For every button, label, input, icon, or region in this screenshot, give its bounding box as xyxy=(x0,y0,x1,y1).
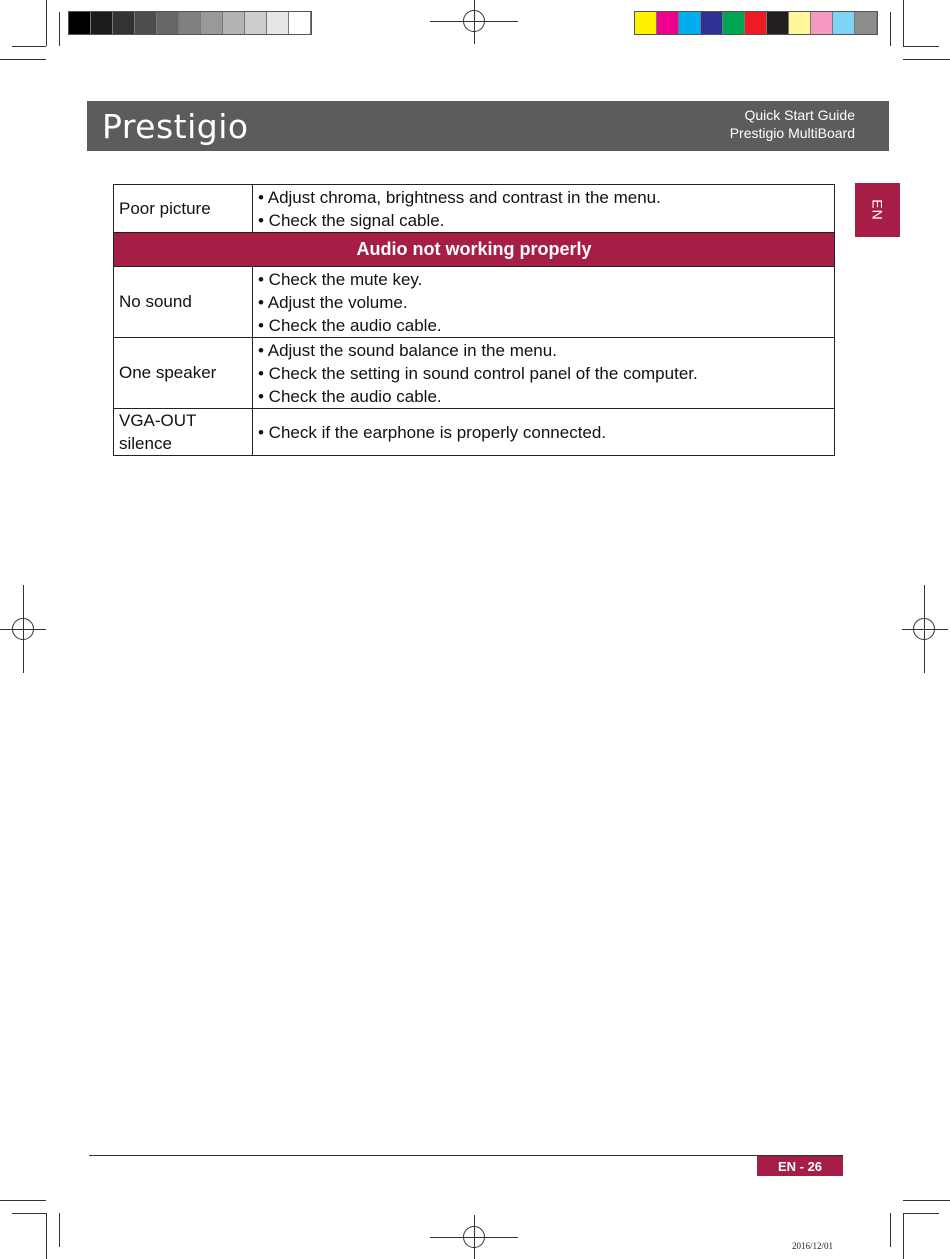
crop-mark xyxy=(59,1213,60,1247)
crop-mark xyxy=(903,46,939,47)
crop-mark xyxy=(46,1213,47,1259)
header-subtitle: Prestigio MultiBoard xyxy=(729,125,855,141)
problem-label: No sound xyxy=(114,267,253,338)
crop-mark xyxy=(890,1213,891,1247)
header-title: Quick Start Guide xyxy=(744,107,855,123)
crop-mark xyxy=(46,0,47,46)
registration-mark xyxy=(913,618,935,640)
color-swatch xyxy=(855,12,877,34)
color-swatch xyxy=(289,12,311,34)
solution-item: • Check the setting in sound control panel of the computer. xyxy=(258,364,698,383)
color-swatch xyxy=(245,12,267,34)
language-tab xyxy=(855,183,900,237)
crop-mark xyxy=(903,59,950,60)
color-swatch xyxy=(91,12,113,34)
prestigio-logo: Prestigio xyxy=(102,107,249,146)
table-row xyxy=(114,409,835,456)
solution-item: • Check if the earphone is properly connected. xyxy=(258,423,607,442)
color-swatch xyxy=(113,12,135,34)
color-swatch xyxy=(723,12,745,34)
color-swatch-bar xyxy=(634,11,878,35)
solution-cell xyxy=(253,338,835,409)
table-row xyxy=(114,185,835,233)
crop-mark xyxy=(0,1200,46,1201)
color-swatch xyxy=(745,12,767,34)
color-swatch xyxy=(679,12,701,34)
crop-mark xyxy=(0,59,46,60)
color-swatch xyxy=(157,12,179,34)
footer-divider xyxy=(89,1155,843,1156)
crop-mark xyxy=(890,12,891,46)
color-swatch xyxy=(179,12,201,34)
solution-item: • Check the mute key. xyxy=(258,270,423,289)
table-row xyxy=(114,267,835,338)
registration-mark xyxy=(463,10,485,32)
header-titles xyxy=(730,106,855,142)
color-swatch xyxy=(201,12,223,34)
problem-label: Poor picture xyxy=(114,185,253,233)
solution-item: • Check the audio cable. xyxy=(258,316,442,335)
color-swatch xyxy=(223,12,245,34)
solution-cell xyxy=(253,267,835,338)
page-header xyxy=(87,101,889,151)
solution-item: • Adjust chroma, brightness and contrast in the menu. xyxy=(258,188,661,207)
crop-mark xyxy=(903,1200,950,1201)
crop-mark xyxy=(12,46,46,47)
crop-mark xyxy=(903,1213,939,1214)
solution-item: • Adjust the sound balance in the menu. xyxy=(258,341,557,360)
color-swatch xyxy=(635,12,657,34)
troubleshooting-table xyxy=(113,184,835,456)
color-swatch xyxy=(833,12,855,34)
color-swatch xyxy=(789,12,811,34)
color-swatch xyxy=(135,12,157,34)
color-swatch xyxy=(69,12,91,34)
grayscale-swatch-bar xyxy=(68,11,312,35)
registration-mark xyxy=(12,618,34,640)
solution-item: • Check the audio cable. xyxy=(258,387,442,406)
color-swatch xyxy=(701,12,723,34)
page-number-badge: EN - 26 xyxy=(757,1156,843,1176)
registration-mark xyxy=(463,1226,485,1248)
language-tab-label: EN xyxy=(869,199,886,221)
solution-cell xyxy=(253,409,835,456)
color-swatch xyxy=(267,12,289,34)
color-swatch xyxy=(811,12,833,34)
crop-mark xyxy=(12,1213,46,1214)
table-row xyxy=(114,338,835,409)
solution-cell xyxy=(253,185,835,233)
problem-label: VGA-OUT silence xyxy=(114,409,253,456)
section-title: Audio not working properly xyxy=(114,233,835,267)
section-header-row xyxy=(114,233,835,267)
solution-item: • Check the signal cable. xyxy=(258,211,445,230)
color-swatch xyxy=(657,12,679,34)
crop-mark xyxy=(903,0,904,46)
color-swatch xyxy=(767,12,789,34)
crop-mark xyxy=(59,12,60,46)
problem-label: One speaker xyxy=(114,338,253,409)
crop-mark xyxy=(903,1213,904,1259)
print-date: 2016/12/01 xyxy=(792,1241,834,1251)
solution-item: • Adjust the volume. xyxy=(258,293,408,312)
